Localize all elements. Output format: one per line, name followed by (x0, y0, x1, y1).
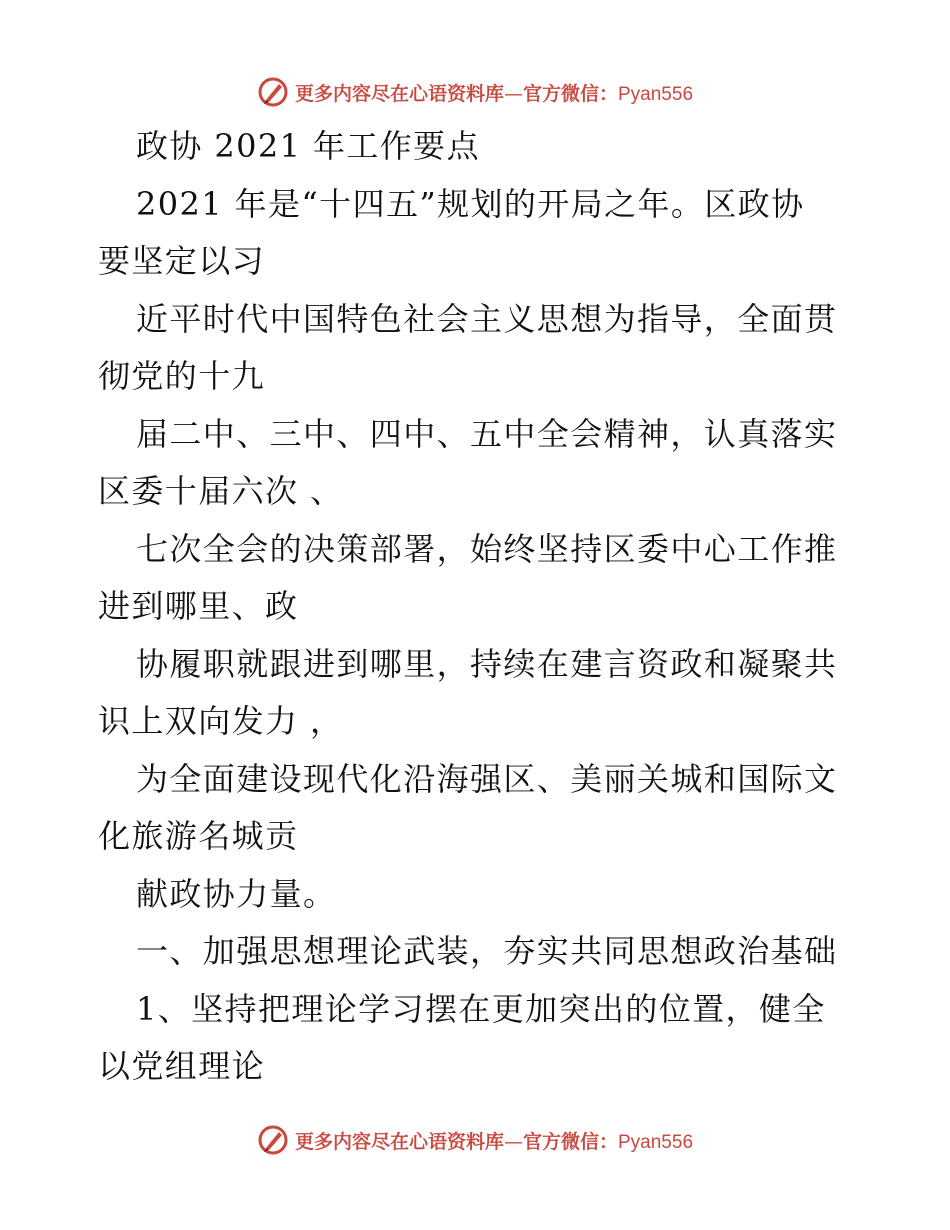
document-title: 政协 2021 年工作要点 (136, 127, 480, 165)
document-line: 要坚定以习 (98, 242, 266, 280)
document-line: 届二中、三中、四中、五中全会精神，认真落实 (136, 414, 838, 453)
footer-wechat-label: 官方微信： (522, 1130, 618, 1153)
document-line: 近平时代中国特色社会主义思想为指导，全面贯 (136, 299, 838, 338)
header-dash: — (503, 82, 523, 105)
document-line: 彻党的十九 (98, 357, 266, 395)
document-line: 化旅游名城贡 (98, 817, 299, 855)
header-site-text: 更多内容尽在心语资料库 (294, 82, 504, 105)
document-line: 为全面建设现代化沿海强区、美丽关城和国际文 (136, 759, 838, 798)
document-line: 识上双向发力 ， (98, 702, 344, 740)
footer-wechat-id: Pyan556 (618, 1131, 694, 1153)
document-line: 1、坚持把理论学习摆在更加突出的位置，健全 (136, 989, 826, 1028)
document-line: 2021 年是“十四五”规划的开局之年。区政协 (136, 184, 805, 223)
footer-banner (0, 1120, 950, 1160)
footer-site-text: 更多内容尽在心语资料库 (294, 1130, 504, 1153)
footer-dash: — (503, 1130, 523, 1153)
quill-pen-logo-icon (257, 76, 289, 108)
section-heading: 一、加强思想理论武装，夯实共同思想政治基础 (136, 932, 838, 970)
document-line: 献政协力量。 (136, 874, 337, 913)
header-banner (0, 72, 950, 112)
document-line: 协履职就跟进到哪里，持续在建言资政和凝聚共 (136, 644, 838, 683)
document-body (98, 118, 858, 1096)
document-line: 进到哪里、政 (98, 587, 299, 625)
document-line: 七次全会的决策部署，始终坚持区委中心工作推 (136, 529, 838, 568)
header-wechat-id: Pyan556 (618, 83, 694, 105)
header-wechat-label: 官方微信： (522, 82, 618, 105)
document-line: 以党组理论 (98, 1047, 266, 1085)
document-line: 区委十届六次 、 (98, 472, 344, 510)
quill-pen-logo-icon (257, 1124, 289, 1156)
